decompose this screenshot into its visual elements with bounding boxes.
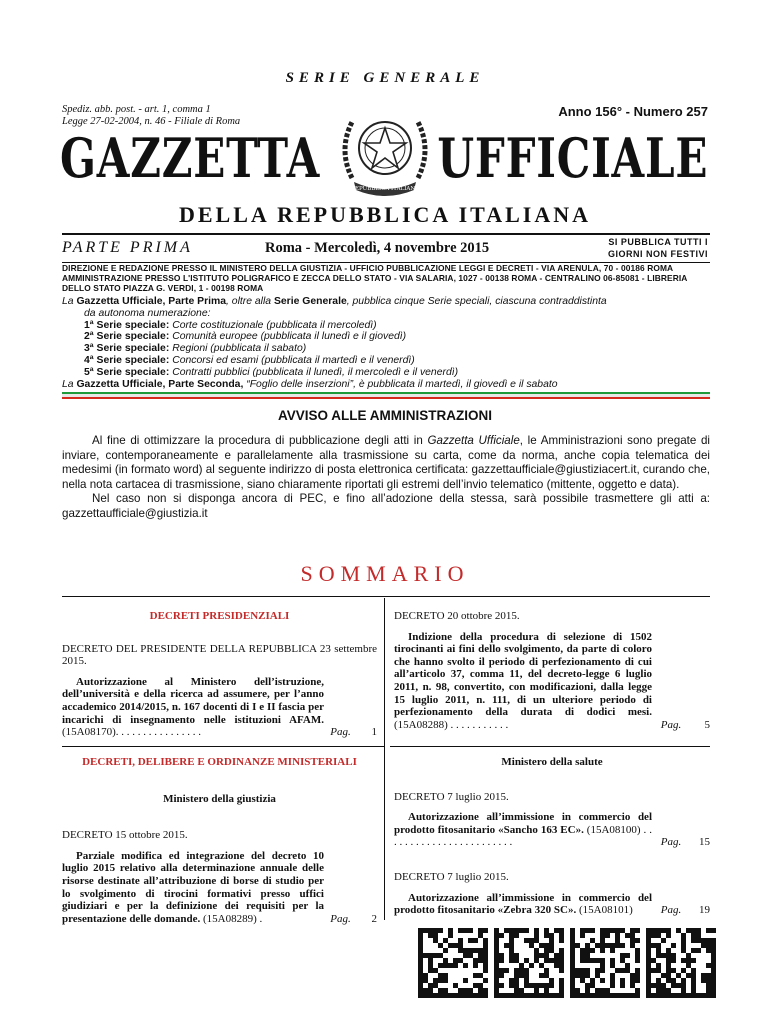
decreto-title: DECRETO 7 luglio 2015. (394, 790, 509, 803)
section-decreti-presidenziali: DECRETI PRESIDENZIALI (149, 610, 290, 622)
serie-item: 1ª Serie speciale: Corte costituzionale (pubblicata il mercoledì) (84, 319, 377, 331)
serie-item: 4ª Serie speciale: Concorsi ed esami (pubblicata il martedì e il venerdì) (84, 354, 415, 366)
ministero-salute: Ministero della salute (501, 756, 603, 768)
decreto-entry[interactable]: Autorizzazione al Ministero dell’istruzione, dell’università e della ricerca ad assumere, per l’anno accademico 2014/2015, n. 167 docenti di I e II fascia per incarichi di insegnamento nelle istituzioni AFAM. (15A08170). . . . . . . . . . . . . . . . Pag. 1 (62, 675, 377, 739)
title-ufficiale: UFFICIALE (437, 126, 708, 190)
sommario-left-column-2 (62, 756, 377, 925)
column-divider (384, 598, 385, 920)
sommario-right-column (394, 610, 710, 731)
page-number: 2 (371, 912, 377, 925)
page-number: 1 (371, 726, 377, 739)
serie-intro: La Gazzetta Ufficiale, Parte Prima, oltre alla Serie Generale, pubblica cinque Serie speciali, ciascuna contraddistinta (62, 296, 607, 307)
parte-seconda-note: La Gazzetta Ufficiale, Parte Seconda, “Foglio delle inserzioni”, è pubblicata il martedì, il giovedì e il sabato (62, 378, 558, 390)
page-number: 15 (698, 836, 710, 849)
page-number: 19 (698, 904, 710, 917)
decreto-entry[interactable]: Autorizzazione all’immissione in commercio del prodotto fitosanitario «Zebra 320 SC». (15A08101) Pag. 19 (394, 891, 710, 917)
serie-item: 5ª Serie speciale: Contratti pubblici (pubblicata il lunedì, il mercoledì e il venerdì) (84, 366, 459, 378)
decreto-entry[interactable]: Indizione della procedura di selezione di 1502 tirocinanti ai fini dello svolgimento, da parte di coloro che hanno svolto il periodo di perfezionamento di cui all’articolo 37, comma 11, del decreto-legge 6 luglio 2011, n. 98, convertito, con modificazioni, dalla legge 15 luglio 2011, n. 111, di un ulteriore periodo di perfezionamento della durata di dodici mesi. (15A08288) . . . . . . . . . . . Pag. 5 (394, 630, 710, 731)
serie-item: 3ª Serie speciale: Regioni (pubblicata il sabato) (84, 343, 307, 355)
page-number: 5 (704, 718, 710, 731)
emblem-banner-text: REPUBBLICA ITALIANA (350, 186, 420, 192)
direzione-redazione: DIREZIONE E REDAZIONE PRESSO IL MINISTERO DELLA GIUSTIZIA - UFFICIO PUBBLICAZIONE LEGGI E DECRETI - VIA ARENULA, 70 - 00186 ROMA AMMINISTRAZIONE PRESSO L'ISTITUTO POLIGRAFICO E ZECCA DELLO STATO - VIA SALARIA, 1027 - 00138 ROMA - CENTRALINO 06-85081 - LIBRERIA DELLO STATO PIAZZA G. VERDI, 1 - 00198 ROMA (62, 263, 688, 293)
divider (62, 596, 710, 597)
ministero-giustizia: Ministero della giustizia (163, 792, 276, 805)
title-gazzetta: GAZZETTA (60, 126, 321, 190)
tricolor-band (62, 392, 710, 400)
sommario-title: SOMMARIO (300, 561, 470, 586)
decreto-entry[interactable]: Autorizzazione all’immissione in commercio del prodotto fitosanitario «Sancho 163 EC». (15A08100) . . . . . . . . . . . . . . . . . . . . . . . . Pag. 15 (394, 811, 710, 849)
decreto-entry[interactable]: Parziale modifica ed integrazione del decreto 10 luglio 2015 relativo alla determinazione annuale delle risorse destinate all’attribuzione di borse di studio per lo svolgimento di tirocini formativi presso uffici giudiziari e per la definizione dei requisiti per la presentazione delle domande. (15A08289) . Pag. 2 (62, 849, 377, 925)
sommario-left-column (62, 610, 377, 739)
serie-speciali-info: La Gazzetta Ufficiale, Parte Prima, oltre alla Serie Generale, pubblica cinque Serie speciali, ciascuna contraddistinta da autonoma numerazione: 1ª Serie speciale: Corte costituzionale (pubblicata il mercoledì) 2ª Serie speciale: Comunità europee (pubblicata il lunedì e il giovedì) 3ª Serie speciale: Regioni (pubblicata il sabato) 4ª Serie speciale: Concorsi ed esami (pubblicata il martedì e il venerdì) 5ª Serie speciale: Contratti pubblici (pubblicata il lunedì, il mercoledì e il venerdì) La Gazzetta Ufficiale, Parte Seconda, “Foglio delle inserzioni”, è pubblicata il martedì, il giovedì e il sabato (62, 296, 710, 390)
avviso-body: Al fine di ottimizzare la procedura di pubblicazione degli atti in Gazzetta Ufficiale, le Amministrazioni sono pregate di inviare, contemporaneamente e parallelamente alla trasmissione su carta, come da norma, anche copia telematica dei medesimi (in formato word) al seguente indirizzo di posta elettronica certificata: gazzettaufficiale@giustiziacert.it, curando che, nella nota cartacea di trasmissione, siano chiaramente riportati gli estremi dell’invio telematico (mittente, oggetto e data). Nel caso non si disponga ancora di PEC, e fino all’adozione della stessa, sarà possibile trasmettere gli atti a: gazzettaufficiale@giustizia.it (62, 434, 710, 520)
spedizione-info: Spediz. abb. post. - art. 1, comma 1 Legge 27-02-2004, n. 46 - Filiale di Roma (62, 104, 241, 127)
decreto-title: DECRETO DEL PRESIDENTE DELLA REPUBBLICA 23 settembre 2015. (62, 642, 377, 668)
subtitle-repubblica: DELLA REPUBBLICA ITALIANA (178, 202, 591, 227)
qr-code-icon (418, 928, 488, 998)
pubblicazione-note: SI PUBBLICA TUTTI I GIORNI NON FESTIVI (607, 237, 708, 259)
parte-prima: PARTE PRIMA (62, 239, 193, 256)
qr-code-icon (494, 928, 564, 998)
divider (62, 746, 384, 747)
avviso-title: AVVISO ALLE AMMINISTRAZIONI (278, 408, 492, 423)
qr-code-icon (646, 928, 716, 998)
qr-code-icon (570, 928, 640, 998)
divider (390, 746, 710, 747)
serie-generale: SERIE GENERALE (285, 70, 485, 86)
decreto-title: DECRETO 15 ottobre 2015. (62, 829, 188, 842)
issue-date: Roma - Mercoledì, 4 novembre 2015 (265, 240, 490, 256)
decreto-title: DECRETO 20 ottobre 2015. (394, 610, 520, 622)
section-decreti-ministeriali: DECRETI, DELIBERE E ORDINANZE MINISTERIALI (82, 756, 357, 768)
anno-numero: Anno 156° - Numero 257 (558, 104, 708, 119)
serie-item: 2ª Serie speciale: Comunità europee (pubblicata il lunedì e il giovedì) (84, 331, 407, 343)
decreto-title: DECRETO 7 luglio 2015. (394, 870, 509, 883)
divider (62, 233, 710, 235)
sommario-right-column-2 (394, 756, 710, 917)
republic-emblem-icon (330, 100, 440, 200)
